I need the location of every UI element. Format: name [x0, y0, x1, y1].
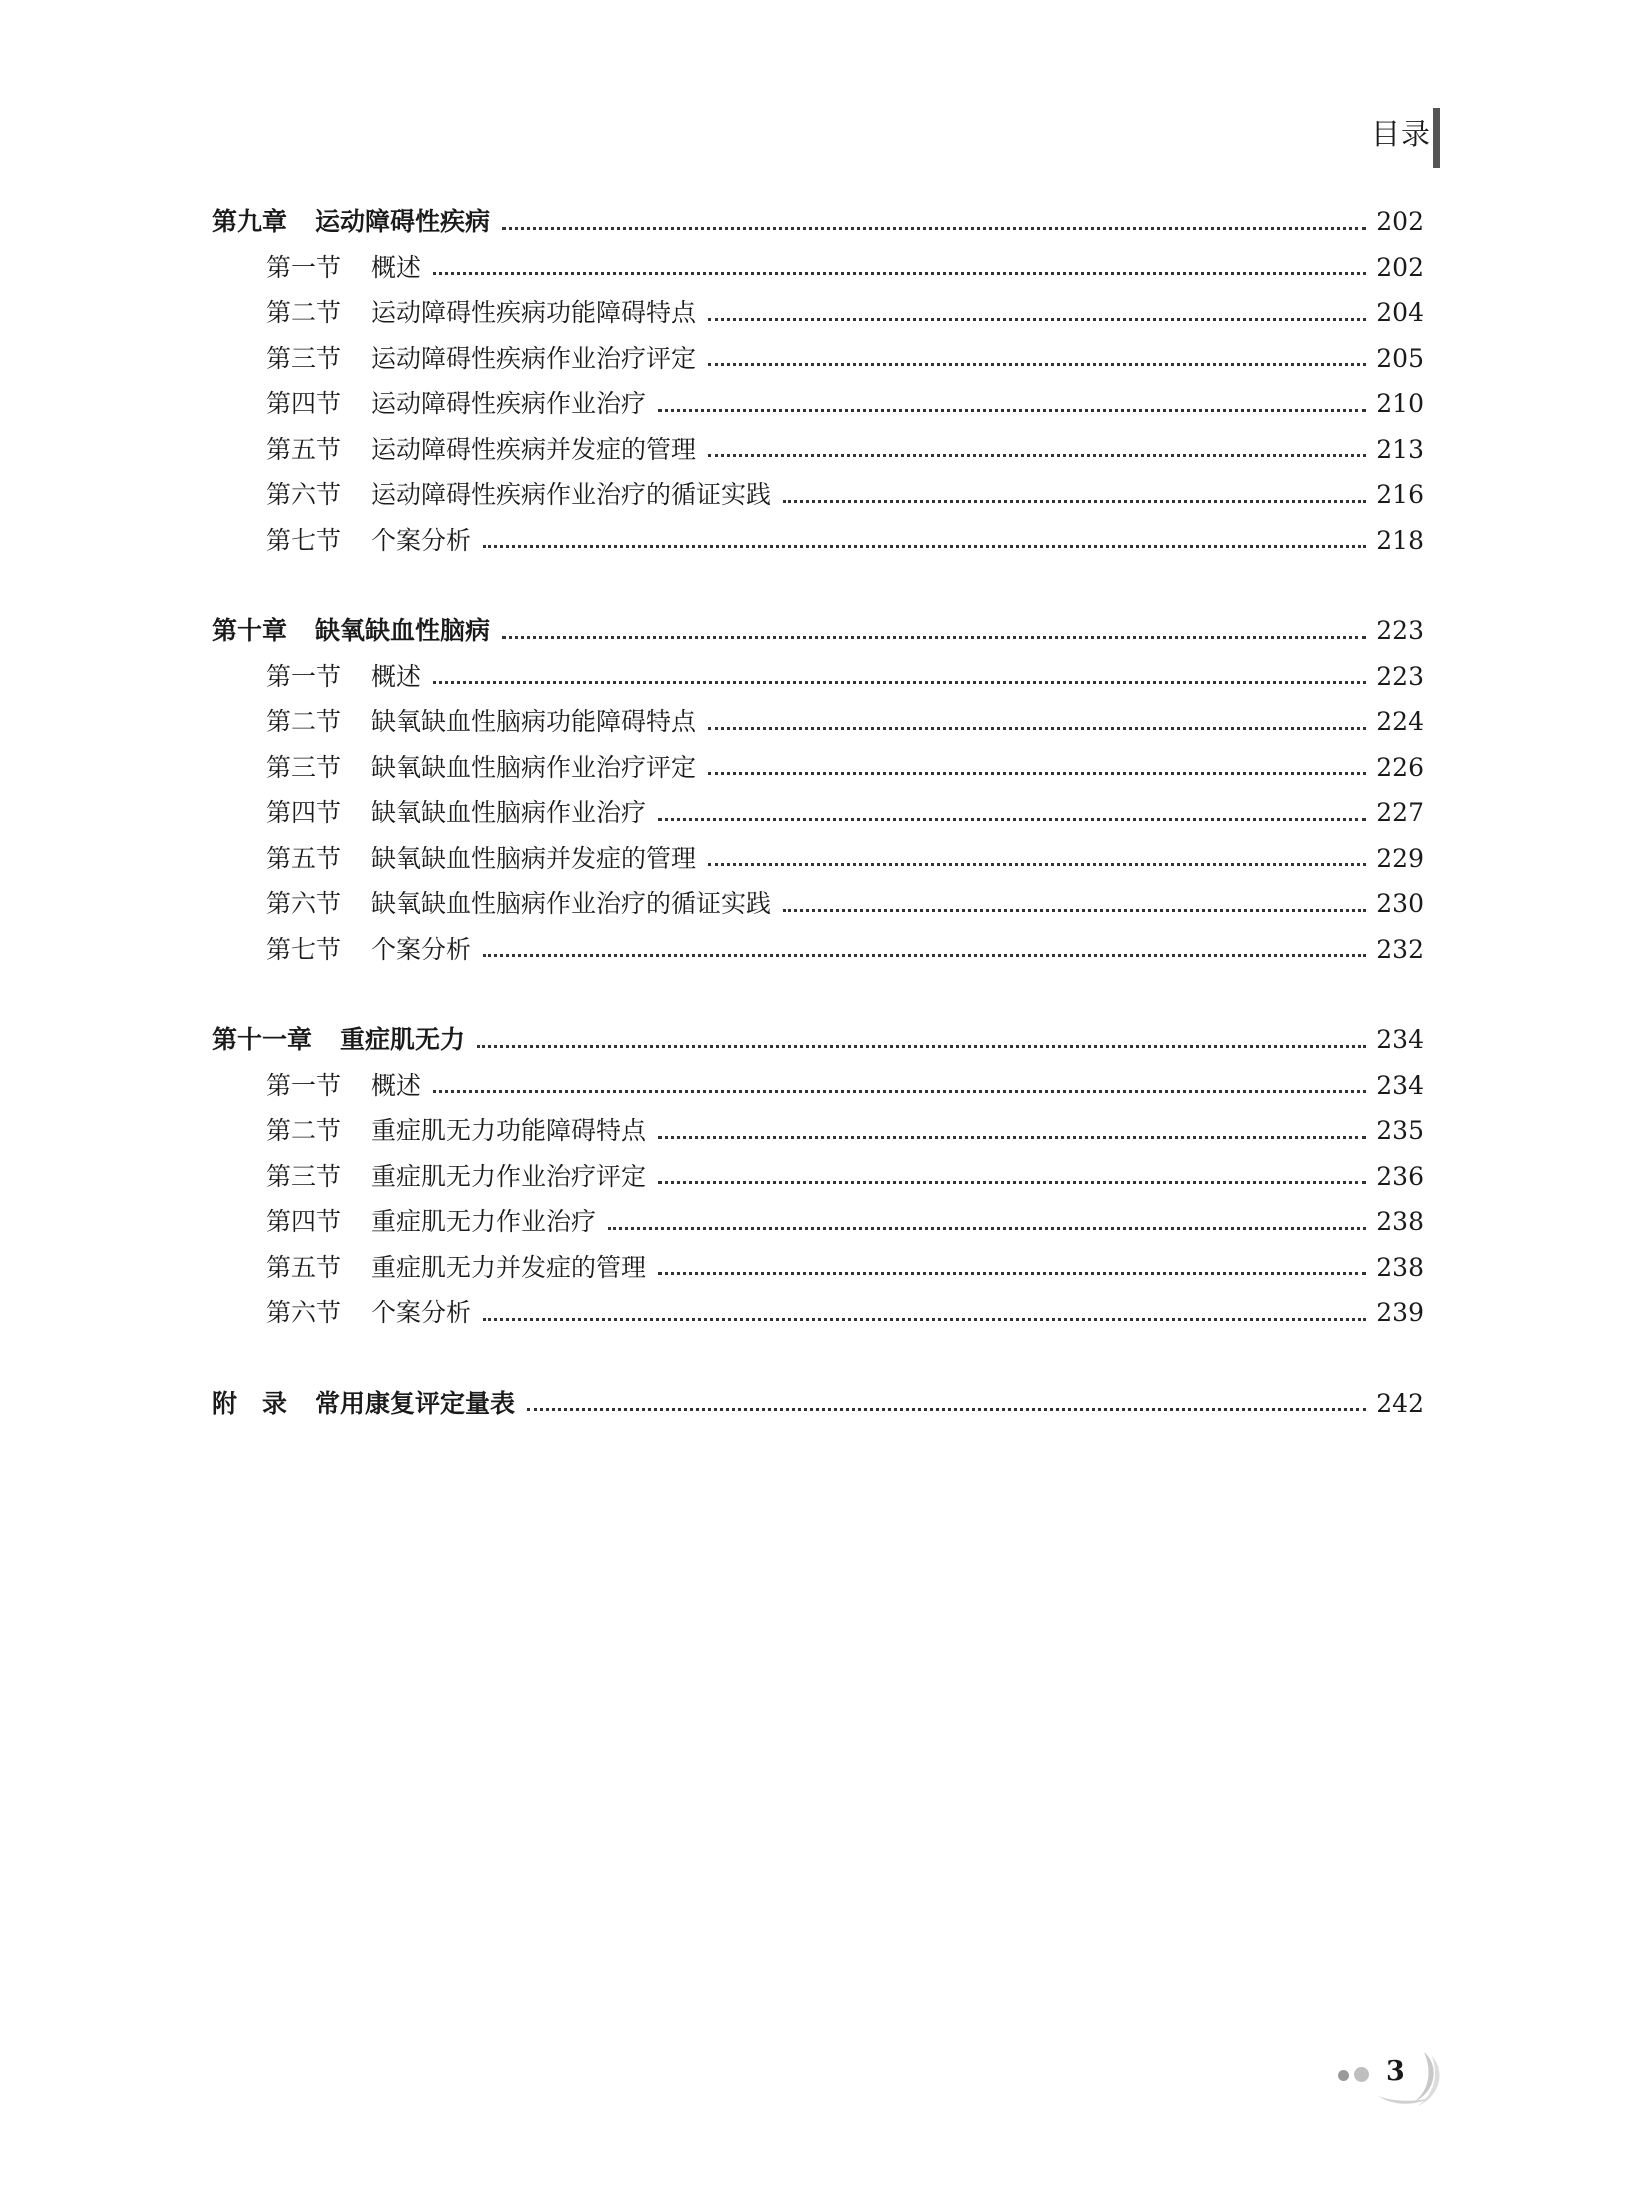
- section-label: 第二节: [266, 298, 342, 327]
- section-title: 运动障碍性疾病功能障碍特点: [371, 298, 697, 327]
- section-label: 第四节: [266, 798, 342, 827]
- toc-section[interactable]: [212, 381, 1424, 427]
- section-title: 个案分析: [371, 934, 472, 964]
- toc-section[interactable]: [212, 1245, 1424, 1291]
- table-of-contents: [212, 199, 1424, 1426]
- toc-section[interactable]: [212, 699, 1424, 745]
- section-label: 第三节: [266, 1161, 342, 1191]
- page-number: 229: [1376, 843, 1424, 873]
- section-title: 概述: [371, 661, 422, 691]
- dot-leader: [433, 1089, 1366, 1093]
- section-title: 缺氧缺血性脑病功能障碍特点: [371, 707, 697, 736]
- section-title: 概述: [371, 1070, 422, 1100]
- page-number: 202: [1376, 207, 1424, 236]
- page-number: 236: [1376, 1161, 1424, 1191]
- dot-leader: [708, 726, 1366, 730]
- chapter-title: 运动障碍性疾病: [315, 207, 491, 236]
- toc-appendix[interactable]: [212, 1381, 1424, 1427]
- section-label: 第三节: [266, 343, 342, 373]
- dot-leader: [483, 544, 1366, 548]
- chapter-spacer: [212, 1336, 1424, 1381]
- toc-section[interactable]: [212, 427, 1424, 473]
- toc-section[interactable]: [212, 836, 1424, 882]
- section-title: 个案分析: [371, 525, 472, 555]
- page-number: 223: [1376, 616, 1424, 645]
- toc-section[interactable]: [212, 1290, 1424, 1336]
- dot-leader: [658, 1180, 1366, 1184]
- section-title: 重症肌无力并发症的管理: [371, 1252, 647, 1282]
- toc-section[interactable]: [212, 745, 1424, 791]
- section-title: 重症肌无力作业治疗: [371, 1207, 597, 1236]
- section-title: 运动障碍性疾病作业治疗评定: [371, 343, 697, 373]
- toc-section[interactable]: [212, 336, 1424, 382]
- dot-leader: [708, 771, 1366, 775]
- page-number: 239: [1376, 1298, 1424, 1327]
- page-number: 234: [1376, 1025, 1424, 1054]
- dot-leader: [483, 1317, 1366, 1321]
- page-number: 204: [1376, 298, 1424, 327]
- dot-leader: [483, 953, 1366, 957]
- section-label: 第一节: [266, 252, 342, 282]
- decorative-dot-icon: [1338, 2070, 1349, 2081]
- appendix-label: 附 录: [212, 1388, 288, 1418]
- section-label: 第七节: [266, 525, 342, 555]
- decorative-dot-icon: [1354, 2067, 1369, 2082]
- section-title: 运动障碍性疾病作业治疗的循证实践: [371, 480, 772, 509]
- page-number: 234: [1376, 1070, 1424, 1100]
- chapter-title: 重症肌无力: [340, 1025, 466, 1054]
- dot-leader: [708, 862, 1366, 866]
- page-number: 224: [1376, 707, 1424, 736]
- section-label: 第五节: [266, 434, 342, 464]
- section-title: 缺氧缺血性脑病作业治疗评定: [371, 752, 697, 782]
- page-number: 205: [1376, 343, 1424, 373]
- page-number: 223: [1376, 661, 1424, 691]
- section-title: 个案分析: [371, 1298, 472, 1327]
- page-number: 210: [1376, 389, 1424, 418]
- section-label: 第六节: [266, 480, 342, 509]
- dot-leader: [433, 271, 1366, 275]
- section-label: 第六节: [266, 889, 342, 918]
- dot-leader: [708, 362, 1366, 366]
- appendix-title: 常用康复评定量表: [315, 1388, 516, 1418]
- dot-leader: [502, 226, 1366, 230]
- section-title: 缺氧缺血性脑病并发症的管理: [371, 843, 697, 873]
- page-number: 238: [1376, 1207, 1424, 1236]
- dot-leader: [527, 1407, 1366, 1411]
- dot-leader: [708, 453, 1366, 457]
- toc-section[interactable]: [212, 1154, 1424, 1200]
- page-number: 235: [1376, 1116, 1424, 1145]
- page-number: 238: [1376, 1252, 1424, 1282]
- section-label: 第二节: [266, 707, 342, 736]
- dot-leader: [783, 908, 1366, 912]
- chapter-title: 缺氧缺血性脑病: [315, 616, 491, 645]
- dot-leader: [433, 680, 1366, 684]
- section-title: 运动障碍性疾病并发症的管理: [371, 434, 697, 464]
- dot-leader: [658, 817, 1366, 821]
- toc-section[interactable]: [212, 472, 1424, 518]
- section-label: 第一节: [266, 661, 342, 691]
- toc-chapter-9[interactable]: [212, 199, 1424, 245]
- page-number: 213: [1376, 434, 1424, 464]
- chapter-label: 第九章: [212, 207, 288, 236]
- page-number: 226: [1376, 752, 1424, 782]
- dot-leader: [658, 408, 1366, 412]
- page-number: 216: [1376, 480, 1424, 509]
- page-footer: [1330, 2048, 1450, 2108]
- toc-section[interactable]: [212, 1199, 1424, 1245]
- dot-leader: [783, 499, 1366, 503]
- section-label: 第二节: [266, 1116, 342, 1145]
- section-title: 缺氧缺血性脑病作业治疗的循证实践: [371, 889, 772, 918]
- section-title: 重症肌无力功能障碍特点: [371, 1116, 647, 1145]
- page-header-title: 目录: [1370, 117, 1431, 151]
- chapter-label: 第十一章: [212, 1025, 313, 1054]
- toc-chapter-10[interactable]: [212, 608, 1424, 654]
- chapter-spacer: [212, 972, 1424, 1017]
- section-title: 概述: [371, 252, 422, 282]
- section-label: 第三节: [266, 752, 342, 782]
- section-title: 运动障碍性疾病作业治疗: [371, 389, 647, 418]
- dot-leader: [658, 1135, 1366, 1139]
- dot-leader: [477, 1044, 1366, 1048]
- section-title: 重症肌无力作业治疗评定: [371, 1161, 647, 1191]
- dot-leader: [658, 1271, 1366, 1275]
- chapter-label: 第十章: [212, 616, 288, 645]
- toc-section[interactable]: [212, 1108, 1424, 1154]
- page-number: 218: [1376, 525, 1424, 555]
- crescent-swoosh-icon: [1374, 2048, 1444, 2108]
- toc-section[interactable]: [212, 790, 1424, 836]
- page-number-footer: 3: [1386, 2056, 1405, 2087]
- page-number: 230: [1376, 889, 1424, 918]
- page-number: 202: [1376, 252, 1424, 282]
- page-number: 242: [1376, 1388, 1424, 1418]
- toc-section[interactable]: [212, 518, 1424, 564]
- section-label: 第五节: [266, 1252, 342, 1282]
- header-accent-bar: [1433, 108, 1440, 168]
- dot-leader: [708, 317, 1366, 321]
- dot-leader: [608, 1226, 1366, 1230]
- section-title: 缺氧缺血性脑病作业治疗: [371, 798, 647, 827]
- page-number: 227: [1376, 798, 1424, 827]
- section-label: 第四节: [266, 1207, 342, 1236]
- toc-section[interactable]: [212, 245, 1424, 291]
- dot-leader: [502, 635, 1366, 639]
- section-label: 第七节: [266, 934, 342, 964]
- toc-chapter-11[interactable]: [212, 1017, 1424, 1063]
- toc-section[interactable]: [212, 927, 1424, 973]
- toc-section[interactable]: [212, 290, 1424, 336]
- section-label: 第一节: [266, 1070, 342, 1100]
- section-label: 第五节: [266, 843, 342, 873]
- section-label: 第四节: [266, 389, 342, 418]
- section-label: 第六节: [266, 1298, 342, 1327]
- page-number: 232: [1376, 934, 1424, 964]
- chapter-spacer: [212, 563, 1424, 608]
- toc-section[interactable]: [212, 1063, 1424, 1109]
- toc-section[interactable]: [212, 881, 1424, 927]
- toc-section[interactable]: [212, 654, 1424, 700]
